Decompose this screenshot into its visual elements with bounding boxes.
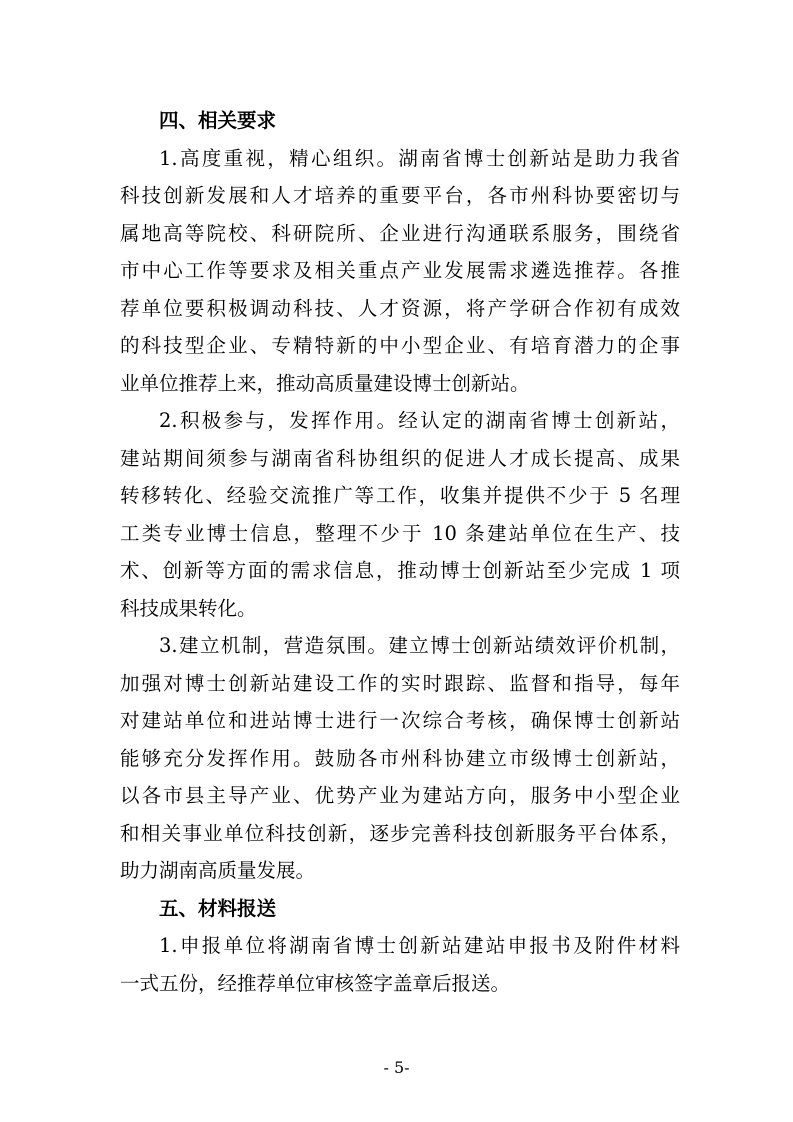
text-line: 一式五份，经推荐单位审核签字盖章后报送。 [120,971,511,995]
text-line: 加强对博士创新站建设工作的实时跟踪、监督和指导，每年 [120,671,680,695]
text-line: 科技成果转化。 [120,596,257,620]
text-line: 建站期间须参与湖南省科协组织的促进人才成长提高、成果 [120,446,680,470]
paragraph-requirement-1 [120,140,680,403]
page-number: - 5- [383,1058,410,1077]
text-line: 转移转化、经验交流推广等工作，收集并提供不少于 5 名理 [120,484,680,507]
paragraph-submission-1 [120,927,680,1002]
text-line: 以各市县主导产业、优势产业为建站方向，服务中小型企业 [120,784,680,807]
text-line: 1.申报单位将湖南省博士创新站建站申报书及附件材料 [159,934,680,957]
section-heading-requirements: 四、相关要求 [159,109,277,132]
paragraph-requirement-2 [120,402,680,627]
text-line: 3.建立机制，营造氛围。建立博士创新站绩效评价机制， [159,634,680,657]
text-line: 工类专业博士信息，整理不少于 10 条建站单位在生产、技 [120,521,680,545]
text-line: 1.高度重视，精心组织。湖南省博士创新站是助力我省 [159,146,680,170]
text-line: 属地高等院校、科研院所、企业进行沟通联系服务，围绕省 [120,221,680,245]
text-line: 业单位推荐上来，推动高质量建设博士创新站。 [120,371,530,395]
text-line: 能够充分发挥作用。鼓励各市州科协建立市级博士创新站， [120,746,680,770]
text-line: 2.积极参与，发挥作用。经认定的湖南省博士创新站， [159,409,680,432]
text-line: 对建站单位和进站博士进行一次综合考核，确保博士创新站 [120,709,680,732]
text-line: 荐单位要积极调动科技、人才资源，将产学研合作初有成效 [120,296,680,320]
text-line: 的科技型企业、专精特新的中小型企业、有培育潜力的企事 [120,334,680,357]
text-line: 助力湖南高质量发展。 [120,859,316,882]
section-heading-submission: 五、材料报送 [159,896,277,920]
text-line: 市中心工作等要求及相关重点产业发展需求遴选推荐。各推 [120,259,680,282]
text-line: 术、创新等方面的需求信息，推动博士创新站至少完成 1 项 [120,559,680,582]
document-body [120,102,680,1002]
paragraph-requirement-3 [120,627,680,890]
text-line: 和相关事业单位科技创新，逐步完善科技创新服务平台体系， [120,821,680,845]
text-line: 科技创新发展和人才培养的重要平台，各市州科协要密切与 [120,184,680,207]
